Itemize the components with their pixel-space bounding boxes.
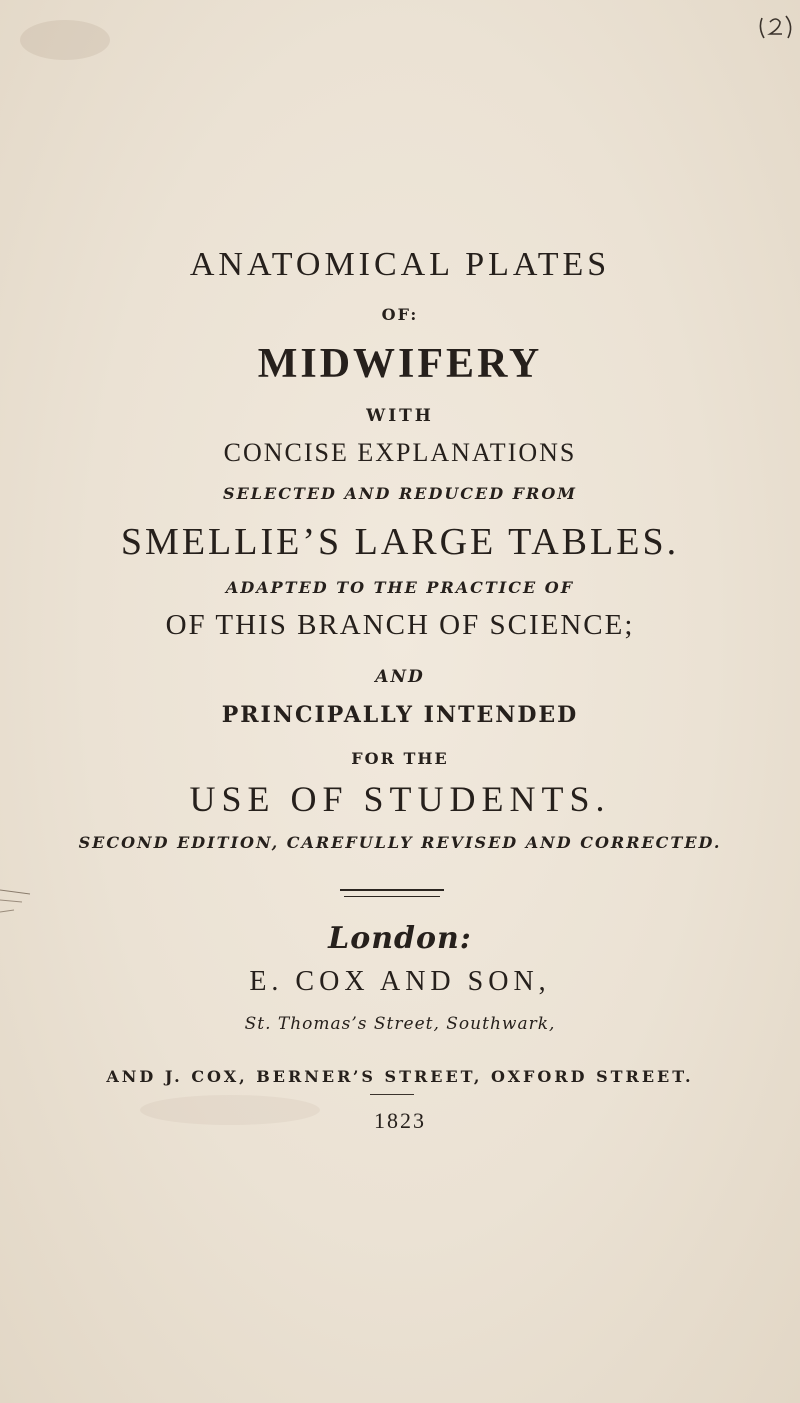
title-use-of-students: USE OF STUDENTS. [189,779,611,819]
imprint-publisher: E. COX AND SON, [249,966,551,997]
title-for-the: FOR THE [351,749,449,768]
title-branch-of-science: OF THIS BRANCH OF SCIENCE; [165,609,635,641]
title-and: AND [375,667,425,687]
title-selected-reduced: SELECTED AND REDUCED FROM [223,484,577,503]
imprint-address-1: St. Thomas’s Street, Southwark, [244,1014,556,1034]
title-anatomical-plates: ANATOMICAL PLATES [189,246,611,283]
paper-stain [20,20,110,60]
title-adapted: ADAPTED TO THE PRACTICE OF [225,578,575,597]
title-of: OF: [381,305,419,324]
divider-rule [340,889,444,891]
edition-statement: SECOND EDITION, CAREFULLY REVISED AND CORRECTED. [78,833,722,852]
small-divider-rule [370,1094,414,1095]
imprint-address-2: AND J. COX, BERNER’S STREET, OXFORD STREET. [106,1067,694,1086]
title-with: WITH [366,406,434,426]
handwritten-page-mark [756,10,796,44]
imprint-year: 1823 [374,1108,426,1133]
title-midwifery: MIDWIFERY [257,341,543,387]
title-principally-intended: PRINCIPALLY INTENDED [221,702,579,728]
divider-rule [344,896,440,897]
title-smellies-tables: SMELLIE’S LARGE TABLES. [120,521,680,563]
title-concise-explanations: CONCISE EXPLANATIONS [223,438,577,467]
imprint-city: London: [328,921,472,956]
